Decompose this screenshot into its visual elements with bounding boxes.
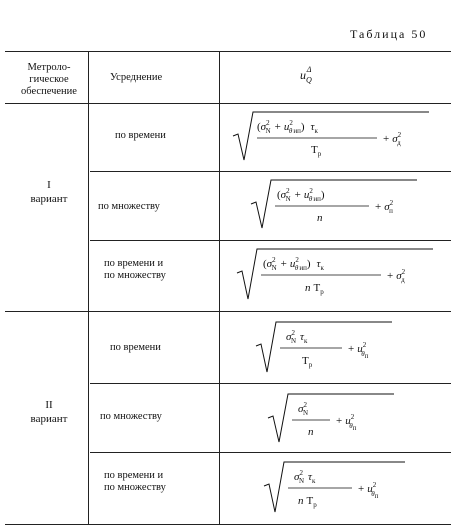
- group-divider-rule: [5, 311, 451, 312]
- svg-text:+u2θп: + $u^2$ θп: [348, 341, 369, 360]
- row-divider: [90, 383, 451, 384]
- averaging-label: по времени и по множеству: [104, 258, 166, 281]
- variant-label: II вариант: [30, 399, 68, 425]
- svg-text:+u2θп: + $u^2$ θп: [358, 481, 379, 500]
- svg-text:σ2Nτк: $\sigma^2$ N $\tau_к$: [294, 469, 316, 485]
- formula-uncertainty: [247, 174, 447, 232]
- svg-text:+u2θп: + $u^2$ θп: [336, 413, 357, 432]
- formula-uncertainty: [260, 456, 440, 516]
- row-divider: [90, 452, 451, 453]
- formula-uncertainty: [229, 106, 444, 164]
- svg-text:σ2Nτк: $\sigma^2$ N $\tau_к$: [286, 329, 308, 345]
- formula-uncertainty: [264, 388, 434, 446]
- formula-uncertainty: [252, 316, 442, 376]
- svg-text:n: n: [317, 212, 323, 224]
- averaging-label: по времени: [115, 130, 166, 141]
- table-bottom-rule: [5, 524, 451, 525]
- svg-text:nTр: n $T_р$: [298, 495, 317, 509]
- svg-text:(σ2N+u2θип)τк: ($\sigma^2$ $N + u^2$ θип) $\tau_к$: [263, 256, 324, 272]
- averaging-label: по времени: [110, 342, 161, 353]
- averaging-label: по времени и по множеству: [104, 470, 166, 493]
- svg-text:(σ2N+u2θип): ($\sigma^2$ $N + u^2$ θип): [277, 187, 325, 203]
- header-averaging: Усреднение: [110, 72, 163, 83]
- averaging-label: по множеству: [100, 411, 162, 422]
- row-divider: [90, 240, 451, 241]
- table-caption: Таблица 50: [350, 27, 428, 41]
- header-metrology: Метроло- гическое обеспечение: [21, 62, 77, 97]
- svg-text:+σ2д: + $\sigma^2$ д: [383, 131, 402, 147]
- svg-text:+σ2п: + $\sigma^2$ п: [375, 199, 394, 215]
- table-top-rule: [5, 51, 451, 52]
- svg-text:Tр: $T_р$: [302, 355, 313, 369]
- variant-label: I вариант: [30, 179, 68, 205]
- averaging-label: по множеству: [98, 201, 160, 212]
- header-uncertainty: $u_Q^\Delta$: [300, 65, 312, 85]
- header-bottom-rule: [5, 103, 451, 104]
- svg-text:+σ2д: + $\sigma^2$ д: [387, 268, 406, 284]
- formula-uncertainty: [233, 243, 448, 303]
- svg-text:n: n: [308, 426, 314, 438]
- svg-text:(σ2N+u2θип)τк: ($\sigma^2$ $N + u^2$ θип) $\tau_к$: [257, 119, 318, 135]
- column-divider: [88, 51, 89, 525]
- row-divider: [90, 171, 451, 172]
- svg-text:nTр: n $T_р$: [305, 282, 324, 296]
- column-divider: [219, 51, 220, 525]
- svg-text:Tр: $T_р$: [311, 144, 322, 158]
- svg-text:σ2N: $\sigma^2$ N: [298, 401, 308, 417]
